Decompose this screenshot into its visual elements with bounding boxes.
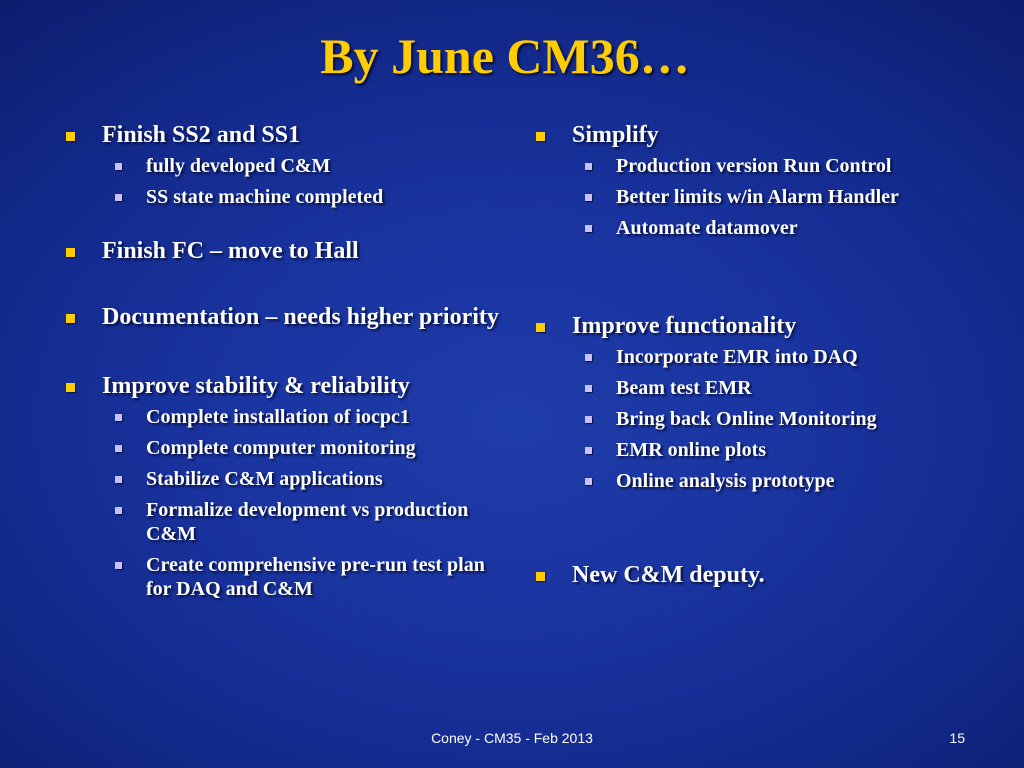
square-bullet-icon: [115, 476, 122, 483]
sub-bullet-text: Beam test EMR: [616, 377, 752, 399]
square-bullet-icon: [115, 194, 122, 201]
square-bullet-icon: [536, 572, 545, 581]
sub-bullet-text: Incorporate EMR into DAQ: [616, 346, 858, 368]
left-column: [60, 121, 500, 601]
sub-bullet-item: [530, 216, 970, 240]
sub-bullet-item: [530, 407, 970, 431]
bullet-item: [60, 372, 500, 400]
bullet-text: New C&M deputy.: [572, 562, 765, 588]
square-bullet-icon: [115, 163, 122, 170]
bullet-text: Improve functionality: [572, 313, 797, 339]
bullet-item: [60, 121, 500, 149]
sub-bullet-item: [60, 436, 500, 460]
sub-bullet-text: Better limits w/in Alarm Handler: [616, 186, 899, 208]
sub-bullet-text: SS state machine completed: [146, 186, 384, 208]
slide-number: 15: [949, 730, 965, 746]
sub-bullet-item: [60, 553, 500, 601]
sub-bullet-item: [530, 376, 970, 400]
square-bullet-icon: [585, 225, 592, 232]
slide-title: By June CM36…: [320, 28, 690, 84]
sub-bullet-item: [530, 469, 970, 493]
bullet-item: [60, 237, 500, 265]
square-bullet-icon: [66, 383, 75, 392]
sub-bullet-text: fully developed C&M: [146, 155, 331, 177]
sub-bullet-item: [60, 498, 500, 546]
square-bullet-icon: [585, 385, 592, 392]
sub-bullet-text: Online analysis prototype: [616, 470, 835, 492]
square-bullet-icon: [115, 414, 122, 421]
sub-bullet-item: [530, 185, 970, 209]
bullet-item: [530, 561, 970, 589]
footer-text: Coney - CM35 - Feb 2013: [431, 730, 593, 746]
sub-bullet-text: Bring back Online Monitoring: [616, 408, 877, 430]
square-bullet-icon: [115, 445, 122, 452]
square-bullet-icon: [66, 314, 75, 323]
sub-bullet-text: EMR online plots: [616, 439, 767, 461]
square-bullet-icon: [585, 194, 592, 201]
square-bullet-icon: [66, 132, 75, 141]
bullet-text: Finish FC – move to Hall: [102, 238, 359, 264]
sub-bullet-text: Formalize development vs production C&M: [146, 499, 469, 545]
sub-bullet-text: Production version Run Control: [616, 155, 892, 177]
sub-bullet-text: Automate datamover: [616, 217, 798, 239]
square-bullet-icon: [585, 478, 592, 485]
sub-bullet-text: Complete installation of iocpc1: [146, 406, 410, 428]
square-bullet-icon: [585, 354, 592, 361]
sub-bullet-item: [60, 405, 500, 429]
bullet-text: Improve stability & reliability: [102, 373, 410, 399]
square-bullet-icon: [585, 416, 592, 423]
sub-bullet-item: [530, 345, 970, 369]
square-bullet-icon: [115, 507, 122, 514]
square-bullet-icon: [66, 248, 75, 257]
square-bullet-icon: [536, 323, 545, 332]
bullet-item: [530, 312, 970, 340]
right-column: [530, 121, 970, 589]
square-bullet-icon: [115, 562, 122, 569]
square-bullet-icon: [585, 163, 592, 170]
sub-bullet-item: [530, 438, 970, 462]
bullet-text: Simplify: [572, 122, 659, 148]
square-bullet-icon: [536, 132, 545, 141]
square-bullet-icon: [585, 447, 592, 454]
sub-bullet-item: [60, 154, 500, 178]
sub-bullet-text: Complete computer monitoring: [146, 437, 416, 459]
sub-bullet-text: Stabilize C&M applications: [146, 468, 383, 490]
sub-bullet-item: [60, 185, 500, 209]
bullet-text: Finish SS2 and SS1: [102, 122, 301, 148]
bullet-item: [530, 121, 970, 149]
sub-bullet-text: Create comprehensive pre-run test plan for DAQ and C&M: [146, 554, 485, 600]
bullet-text: Documentation – needs higher priority: [102, 304, 499, 330]
sub-bullet-item: [60, 467, 500, 491]
bullet-item: [60, 303, 500, 331]
sub-bullet-item: [530, 154, 970, 178]
